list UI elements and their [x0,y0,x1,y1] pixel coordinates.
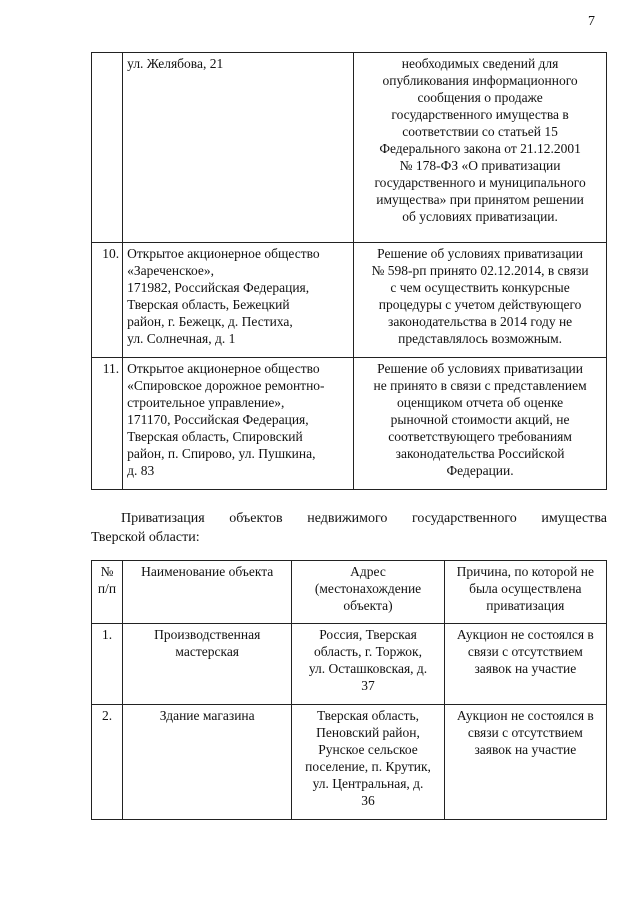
reason-line: Федерации. [446,463,514,478]
reason-line: необходимых сведений для [401,56,559,71]
address-line: поселение, п. Крутик, [305,759,431,774]
organization-line: 171982, Российская Федерация, [127,280,310,295]
reason-line: с чем осуществить конкурсные [390,280,570,295]
reason-line: имущества» при принятом решении [376,192,584,207]
real-estate-objects-table [91,560,607,820]
organization-line: 171170, Российская Федерация, [127,412,309,427]
address-cell [292,624,444,705]
organization-line: строительное управление», [127,395,285,410]
address-line: Пеновский район, [316,725,420,740]
reason-line: опубликования информационного [382,73,578,88]
page-number: 7 [588,14,595,29]
object-name-line: Здание магазина [159,708,255,723]
object-name-line: Производственная [154,627,261,642]
object-name-cell [123,705,292,820]
reason-line: соответствующего требованиям [388,429,572,444]
reason-line: государственного имущества в [391,107,569,122]
address-line: Тверская область, [317,708,419,723]
organization-line: Открытое акционерное общество [127,361,320,376]
object-name-cell [123,624,292,705]
row-number: 1. [92,624,123,705]
row-number: 10. [92,243,123,358]
reason-line: процедуры с учетом действующего [378,297,582,312]
header-line: п/п [97,581,117,596]
section-heading [91,509,607,547]
reason-line: законодательства в 2014 году не [387,314,573,329]
header-object-name [123,561,292,624]
reason-line: № 178-ФЗ «О приватизации [399,158,561,173]
reason-cell [354,53,607,243]
cause-cell [444,705,606,820]
header-address [292,561,444,624]
table-row [92,705,607,820]
organization-line: ул. Желябова, 21 [127,56,224,71]
organization-cell [123,53,354,243]
organization-cell [123,243,354,358]
table-row [92,243,607,358]
address-line: ул. Осташковская, д. [308,661,428,676]
organization-line: «Спировское дорожное ремонтно- [127,378,325,393]
cause-line: заявок на участие [474,661,577,676]
header-line: объекта) [343,598,393,613]
table-row [92,358,607,490]
organization-line: Тверская область, Спировский [127,429,303,444]
header-line: (местонахождение [314,581,422,596]
address-line: 36 [361,793,375,808]
reason-line: законодательства Российской [395,446,565,461]
organization-line: район, г. Бежецк, д. Пестиха, [127,314,293,329]
section-heading-line: Тверской области: [91,530,200,545]
reason-cell [354,358,607,490]
organization-line: д. 83 [127,463,155,478]
organization-line: ул. Солнечная, д. 1 [127,331,236,346]
reason-line: государственного и муниципального [374,175,586,190]
reason-line: Федерального закона от 21.12.2001 [379,141,581,156]
reason-line: представлялось возможным. [398,331,563,346]
table-row [92,624,607,705]
reason-line: Решение об условиях приватизации [377,246,583,261]
row-number: 2. [92,705,123,820]
row-number: 11. [92,358,123,490]
reason-line: не принято в связи с представлением [373,378,587,393]
organization-line: «Зареченское», [127,263,214,278]
reason-line: об условиях приватизации. [402,209,558,224]
reason-line: рыночной стоимости акций, не [390,412,570,427]
header-line: Причина, по которой не [456,564,594,579]
privatization-companies-table [91,52,607,490]
reason-line: соответствии со статьей 15 [402,124,558,139]
address-line: область, г. Торжок, [314,644,422,659]
organization-cell [123,358,354,490]
address-line: ул. Центральная, д. [312,776,424,791]
address-cell [292,705,444,820]
organization-line: район, п. Спирово, ул. Пушкина, [127,446,316,461]
header-line: была осуществлена [469,581,582,596]
header-line: Адрес [350,564,386,579]
table-header-row [92,561,607,624]
organization-line: Тверская область, Бежецкий [127,297,290,312]
header-line: приватизация [486,598,565,613]
header-line: № [100,564,114,579]
organization-line: Открытое акционерное общество [127,246,320,261]
reason-line: № 598-рп принято 02.12.2014, в связи [371,263,589,278]
address-line: 37 [361,678,375,693]
reason-line: Решение об условиях приватизации [377,361,583,376]
table-row [92,53,607,243]
cause-line: заявок на участие [474,742,577,757]
cause-line: связи с отсутствием [467,725,583,740]
reason-line: оценщиком отчета об оценке [396,395,564,410]
cause-line: Аукцион не состоялся в [456,708,594,723]
address-line: Россия, Тверская [319,627,417,642]
object-name-line: мастерская [175,644,240,659]
cause-cell [444,624,606,705]
address-line: Рунское сельское [318,742,418,757]
section-heading-line: Приватизация объектов недвижимого государственного имущества [121,511,607,526]
reason-line: сообщения о продаже [417,90,543,105]
cause-line: связи с отсутствием [467,644,583,659]
header-number [92,561,123,624]
row-number [92,53,123,243]
reason-cell [354,243,607,358]
header-line: Наименование объекта [141,564,274,579]
header-cause [444,561,606,624]
cause-line: Аукцион не состоялся в [456,627,594,642]
